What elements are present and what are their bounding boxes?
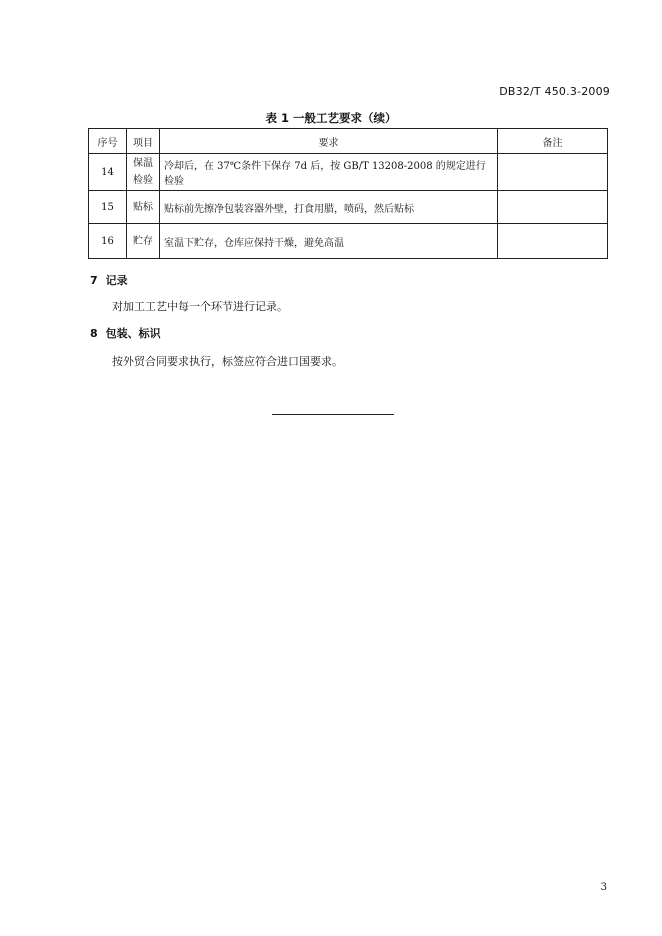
col-header-remark: 备注 — [498, 129, 608, 154]
cell-no: 14 — [89, 154, 127, 191]
col-header-requirement: 要求 — [160, 129, 498, 154]
section-body-records: 对加工工艺中每一个环节进行记录。 — [112, 300, 288, 313]
process-requirements-table — [88, 128, 608, 259]
section-number: 8 — [90, 327, 98, 340]
cell-item-line1: 贮存 — [133, 235, 153, 247]
doc-code: DB32/T 450.3-2009 — [499, 85, 610, 98]
cell-requirement: 贴标前先擦净包装容器外壁，打食用腊，喷码，然后贴标 — [160, 191, 498, 224]
cell-no: 16 — [89, 224, 127, 259]
page-number: 3 — [600, 882, 607, 893]
table-row — [89, 154, 608, 191]
section-heading-records — [90, 272, 128, 288]
col-header-no: 序号 — [89, 129, 127, 154]
table-header-row — [89, 129, 608, 154]
section-number: 7 — [90, 274, 98, 287]
cell-requirement: 冷却后，在 37℃条件下保存 7d 后，按 GB/T 13208-2008 的规定进行检验 — [160, 154, 498, 191]
cell-item-line1: 贴标 — [133, 201, 153, 213]
table-row — [89, 191, 608, 224]
cell-item — [127, 191, 160, 224]
cell-item-line2: 检验 — [133, 175, 153, 186]
section-title: 记录 — [105, 274, 128, 287]
cell-requirement: 室温下贮存，仓库应保持干燥，避免高温 — [160, 224, 498, 259]
cell-remark — [498, 154, 608, 191]
cell-no: 15 — [89, 191, 127, 224]
cell-remark — [498, 191, 608, 224]
end-of-document-rule — [272, 414, 394, 415]
cell-item — [127, 154, 160, 191]
col-header-item: 项目 — [127, 129, 160, 154]
cell-item-line1: 保温 — [133, 158, 153, 169]
cell-item — [127, 224, 160, 259]
section-heading-packaging — [90, 325, 161, 341]
section-body-packaging: 按外贸合同要求执行，标签应符合进口国要求。 — [112, 355, 343, 368]
table-row — [89, 224, 608, 259]
table-caption: 表 1 一般工艺要求（续） — [265, 111, 397, 125]
cell-remark — [498, 224, 608, 259]
section-title: 包装、标识 — [105, 327, 161, 340]
